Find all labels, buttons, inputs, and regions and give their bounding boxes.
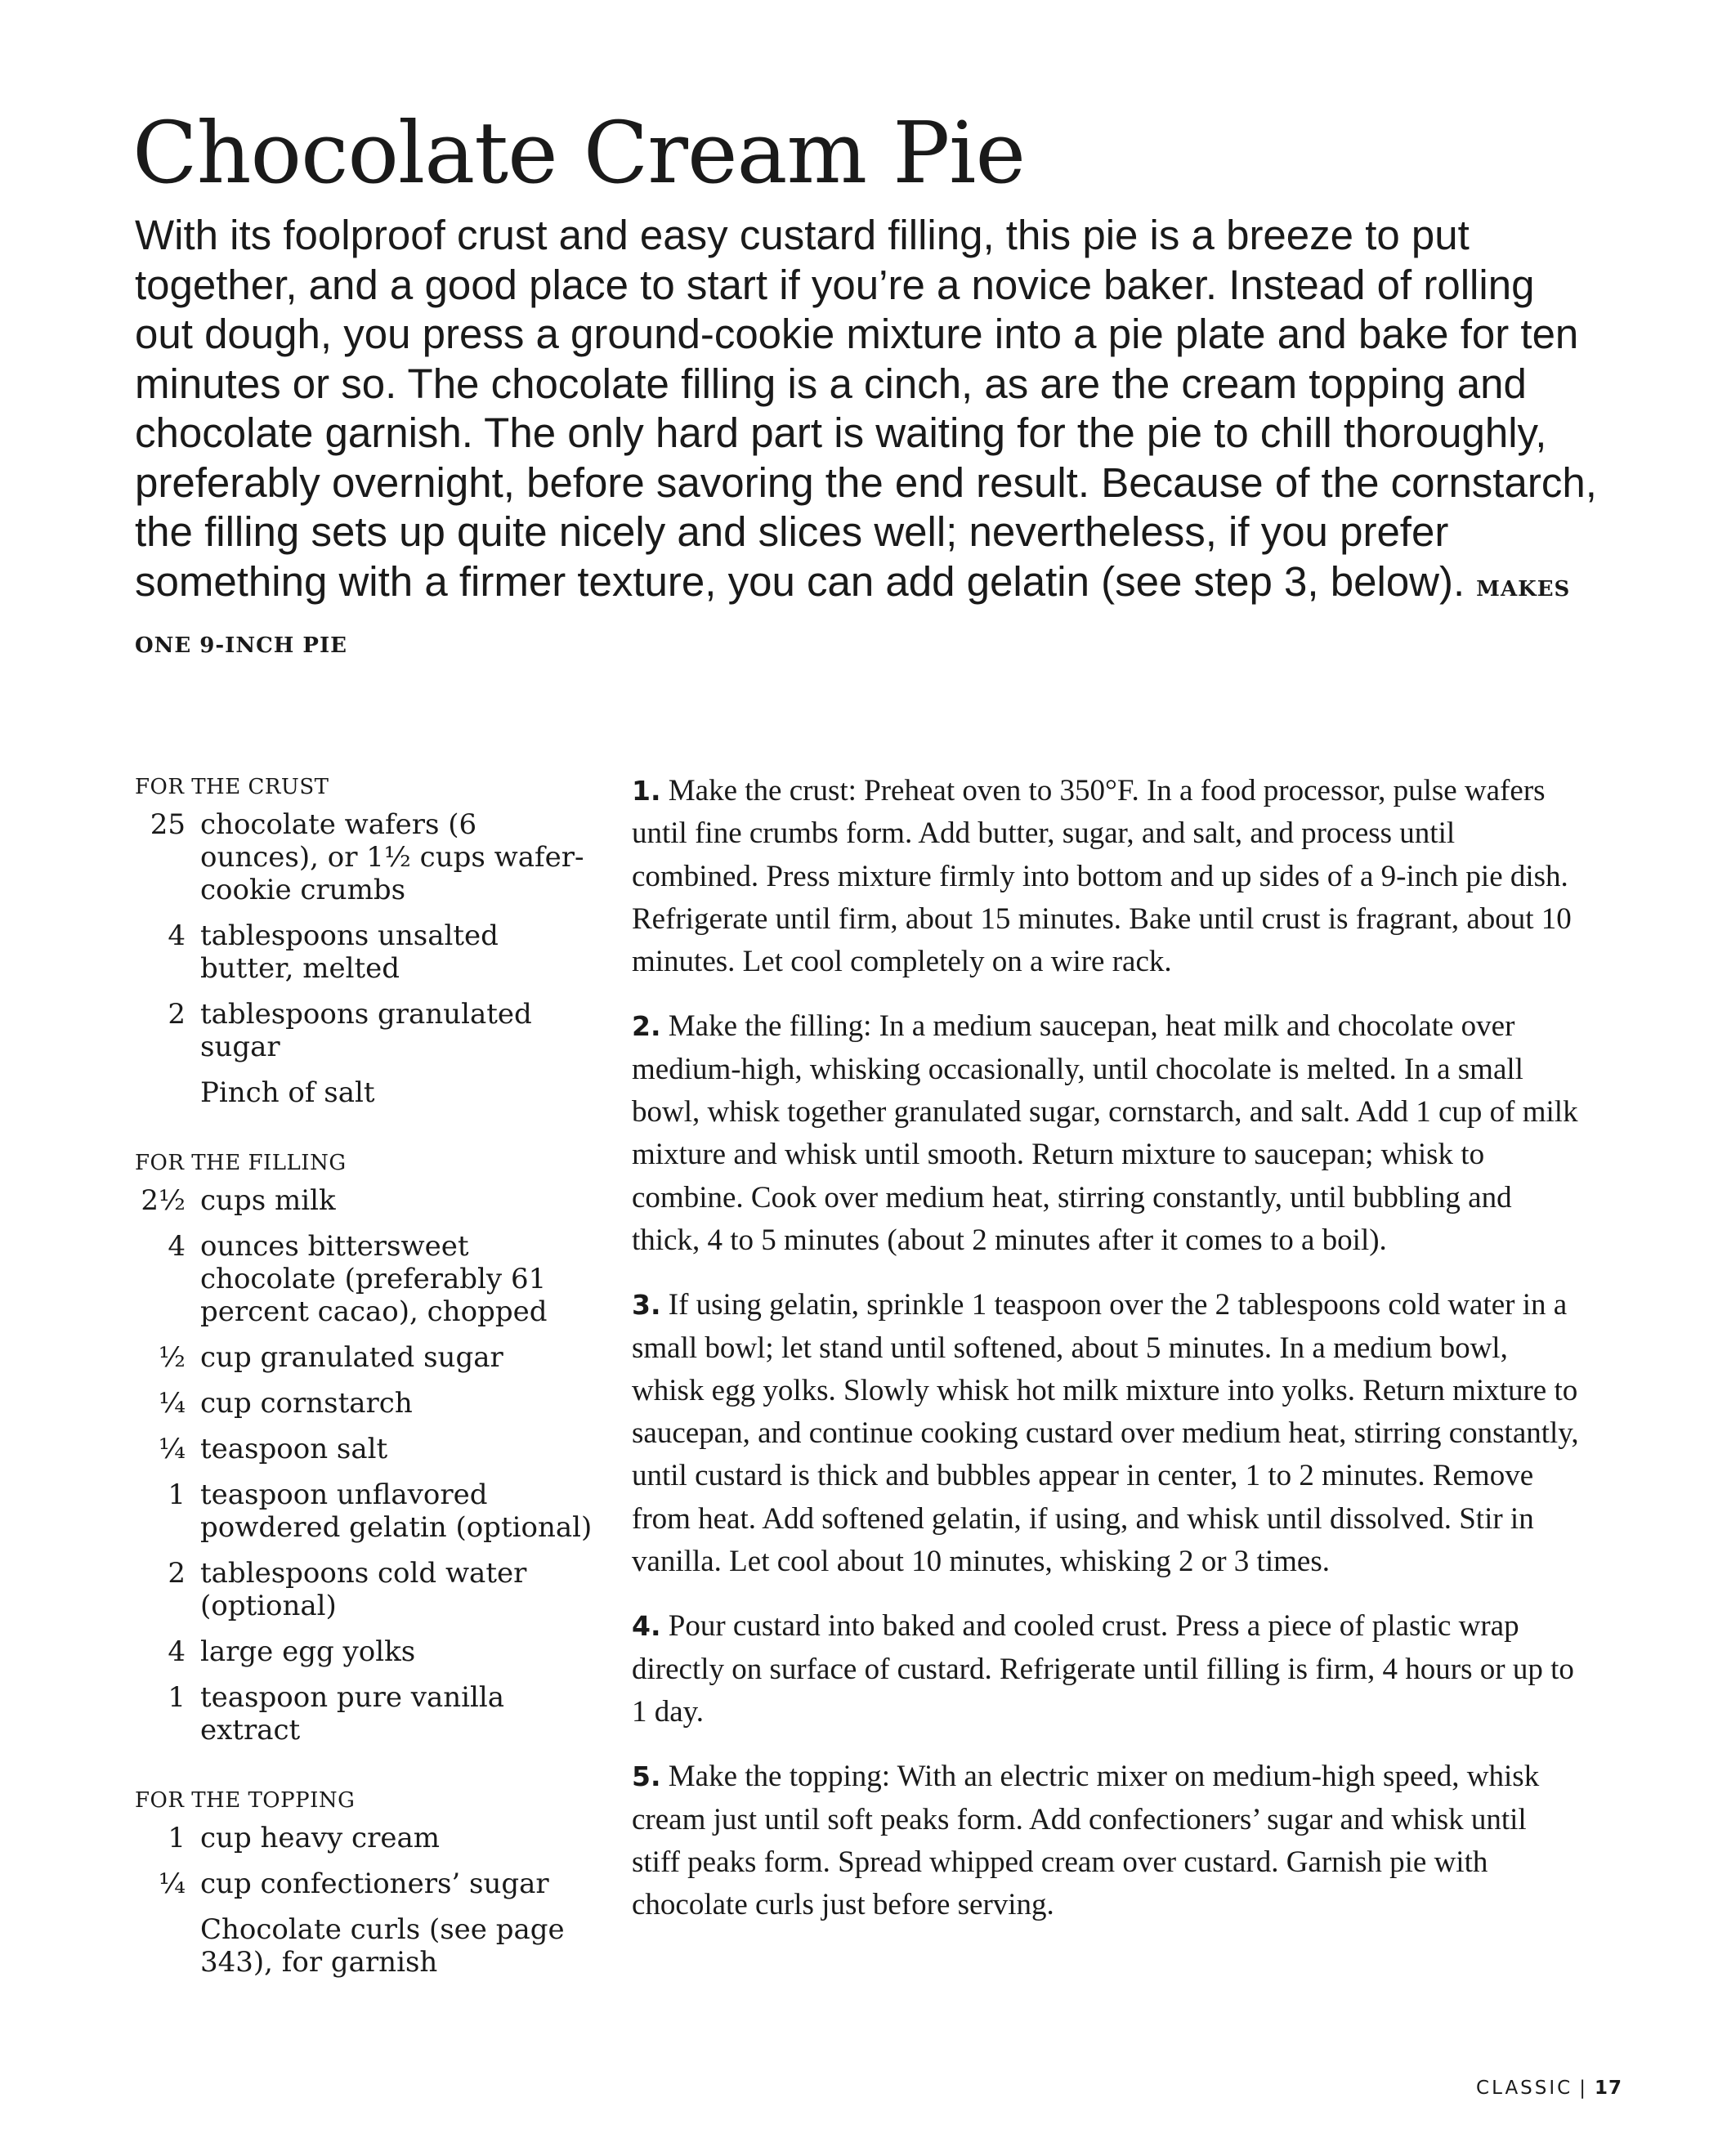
step-number: 3. — [632, 1289, 661, 1322]
step-number: 2. — [632, 1010, 661, 1043]
crust-heading: FOR THE CRUST — [135, 775, 329, 799]
ingredient-desc: teaspoon pure vanilla extract — [200, 1681, 505, 1747]
ingredient-desc: cup confectioners’ sugar — [200, 1867, 549, 1900]
method-step — [632, 1284, 1580, 1583]
ingredient-desc: tablespoons unsalted butter, melted — [200, 919, 499, 985]
ingredient-qty: 2½ — [141, 1184, 186, 1217]
ingredient-item — [135, 1387, 601, 1420]
recipe-yield: MAKES ONE 9-INCH PIE — [135, 576, 1571, 658]
method-step — [632, 1756, 1580, 1926]
ingredient-item — [135, 1867, 601, 1900]
page-footer — [1476, 2078, 1622, 2099]
ingredient-item — [135, 919, 601, 985]
ingredient-item — [135, 998, 601, 1063]
ingredient-qty: 1 — [168, 1822, 186, 1854]
ingredient-item — [135, 1681, 601, 1747]
ingredient-qty: 2 — [168, 1557, 186, 1590]
recipe-title: Chocolate Cream Pie — [132, 103, 1025, 203]
ingredient-desc: cups milk — [200, 1184, 336, 1217]
method-step — [632, 770, 1580, 983]
step-text: Make the topping: With an electric mixer on medium-high speed, whisk cream just until soft peaks form. Add confectioners’ sugar and whisk until stiff peaks form. Spread whipped cream over custard. Garnish pie with chocolate curls just before serving. — [632, 1760, 1540, 1922]
ingredient-qty: ½ — [159, 1341, 186, 1374]
step-text: Make the filling: In a medium saucepan, heat milk and chocolate over medium-high, whisking occasionally, until chocolate is melted. In a small bowl, whisk together granulated sugar, cornstarch, and salt. Add 1 cup of milk mixture and whisk until smooth. Return mixture to saucepan; whisk to combine. Cook over medium heat, stirring constantly, until bubbling and thick, 4 to 5 minutes (about 2 minutes after it comes to a boil). — [632, 1009, 1578, 1257]
ingredient-desc: teaspoon unflavored powdered gelatin (optional) — [200, 1478, 593, 1544]
ingredient-desc: large egg yolks — [200, 1635, 416, 1668]
ingredient-qty: ¼ — [159, 1867, 186, 1900]
ingredient-item — [135, 1433, 601, 1465]
step-number: 1. — [632, 775, 661, 807]
ingredient-qty: 2 — [168, 998, 186, 1031]
ingredient-desc: Pinch of salt — [200, 1076, 375, 1109]
method-step — [632, 1605, 1580, 1733]
ingredient-desc: Chocolate curls (see page 343), for garnish — [200, 1913, 565, 1979]
ingredient-qty: 25 — [150, 808, 186, 841]
ingredient-qty: 4 — [168, 1635, 186, 1668]
ingredient-item — [135, 1076, 601, 1109]
ingredient-qty: ¼ — [159, 1433, 186, 1465]
step-text: Make the crust: Preheat oven to 350°F. In a food processor, pulse wafers until fine crumbs form. Add butter, sugar, and salt, and process until combined. Press mixture firmly into bottom and up sides of a 9-inch pie dish. Refrigerate until firm, about 15 minutes. Bake until crust is fragrant, about 10 minutes. Let cool completely on a wire rack. — [632, 774, 1572, 979]
ingredient-desc: teaspoon salt — [200, 1433, 388, 1465]
method-column — [632, 770, 1580, 1948]
ingredient-item — [135, 808, 601, 906]
ingredient-desc: chocolate wafers (6 ounces), or 1½ cups wafer-cookie crumbs — [200, 808, 584, 906]
method-step — [632, 1005, 1580, 1262]
ingredient-item — [135, 1230, 601, 1328]
step-text: If using gelatin, sprinkle 1 teaspoon over the 2 tablespoons cold water in a small bowl; let stand until softened, about 5 minutes. In a medium bowl, whisk egg yolks. Slowly whisk hot milk mixture into yolks. Return mixture to saucepan, and continue cooking custard over medium heat, stirring constantly, until custard is thick and bubbles appear in center, 1 to 2 minutes. Remove from heat. Add softened gelatin, if using, and whisk until dissolved. Stir in vanilla. Let cool about 10 minutes, whisking 2 or 3 times. — [632, 1288, 1579, 1579]
ingredient-qty: 1 — [168, 1681, 186, 1714]
ingredient-item — [135, 1478, 601, 1544]
section-name: CLASSIC — [1476, 2078, 1573, 2099]
ingredient-qty: 4 — [168, 919, 186, 952]
ingredient-qty — [135, 1076, 200, 1109]
ingredient-qty: 1 — [168, 1478, 186, 1511]
ingredient-item — [135, 1635, 601, 1668]
filling-heading: FOR THE FILLING — [135, 1151, 347, 1175]
recipe-intro — [135, 211, 1598, 671]
ingredient-item — [135, 1913, 601, 1979]
ingredient-desc: cup granulated sugar — [200, 1341, 503, 1374]
crust-ingredient-list — [135, 808, 601, 1109]
ingredient-item — [135, 1184, 601, 1217]
filling-ingredient-list — [135, 1184, 601, 1747]
footer-separator: | — [1579, 2078, 1588, 2099]
step-text: Pour custard into baked and cooled crust. Press a piece of plastic wrap directly on surface of custard. Refrigerate until filling is firm, 4 hours or up to 1 day. — [632, 1609, 1574, 1729]
intro-text: With its foolproof crust and easy custard filling, this pie is a breeze to put together, and a good place to start if you’re a novice baker. Instead of rolling out dough, you press a ground-cookie mixture into a pie plate and bake for ten minutes or so. The chocolate filling is a cinch, as are the cream topping and chocolate garnish. The only hard part is waiting for the pie to chill thoroughly, preferably overnight, before savoring the end result. Because of the cornstarch, the filling sets up quite nicely and slices well; nevertheless, if you prefer something with a firmer texture, you can add gelatin (see step 3, below). — [135, 212, 1597, 605]
ingredient-qty: ¼ — [159, 1387, 186, 1420]
ingredient-item — [135, 1341, 601, 1374]
ingredient-desc: ounces bittersweet chocolate (preferably 61 percent cacao), chopped — [200, 1230, 548, 1328]
ingredient-desc: tablespoons granulated sugar — [200, 998, 532, 1063]
page-number: 17 — [1594, 2078, 1622, 2099]
ingredient-qty: 4 — [168, 1230, 186, 1263]
ingredient-desc: tablespoons cold water (optional) — [200, 1557, 527, 1622]
ingredients-column — [135, 772, 601, 2018]
step-number: 5. — [632, 1760, 661, 1793]
ingredient-item — [135, 1822, 601, 1854]
ingredient-qty — [135, 1913, 200, 1979]
topping-ingredient-list — [135, 1822, 601, 1979]
topping-heading: FOR THE TOPPING — [135, 1788, 356, 1813]
ingredient-item — [135, 1557, 601, 1622]
ingredient-desc: cup cornstarch — [200, 1387, 413, 1420]
step-number: 4. — [632, 1610, 661, 1643]
ingredient-desc: cup heavy cream — [200, 1822, 440, 1854]
